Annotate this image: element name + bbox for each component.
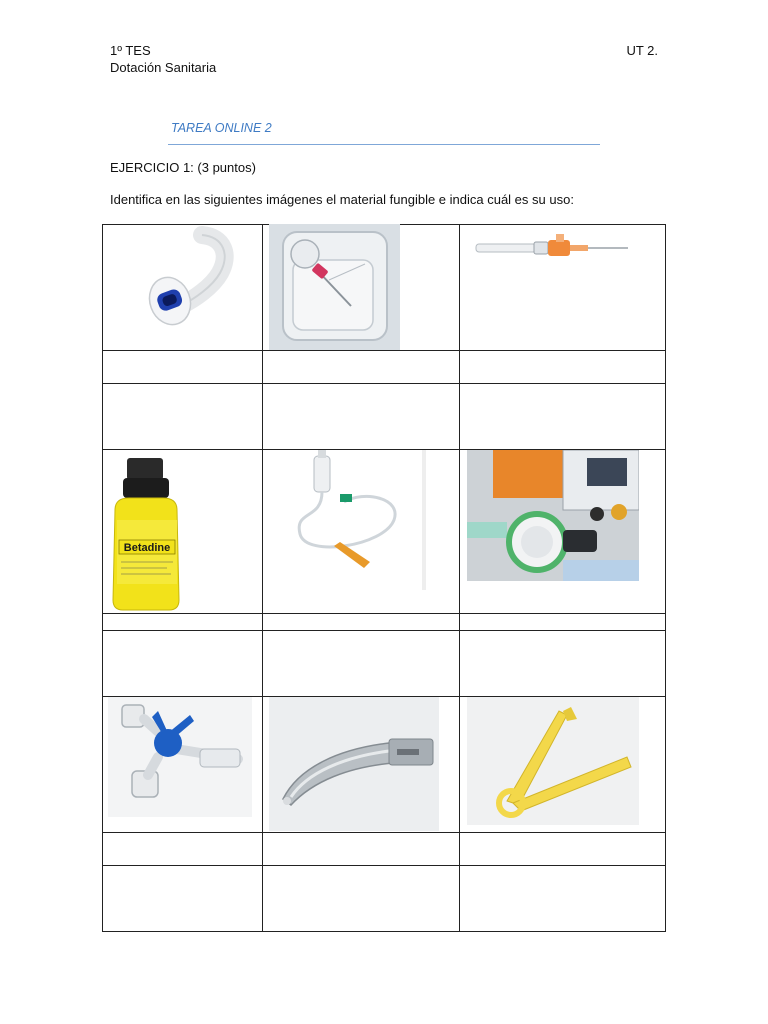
table-border (102, 613, 666, 614)
table-border (262, 224, 263, 932)
table-border (102, 931, 666, 932)
task-title: TAREA ONLINE 2 (171, 121, 272, 135)
table-border (102, 630, 666, 631)
umbilical-clamp-icon (467, 697, 639, 825)
course-label: 1º TES (110, 43, 151, 58)
subject-label: Dotación Sanitaria (110, 60, 217, 75)
materials-table (102, 224, 666, 932)
oropharyngeal-airway-icon (124, 225, 244, 347)
table-border (102, 350, 666, 351)
exercise-instruction: Identifica en las siguientes imágenes el material fungible e indica cuál es su uso: (110, 192, 574, 207)
table-border (459, 224, 460, 932)
laryngoscope-blade-icon (269, 697, 439, 831)
unit-label: UT 2. (626, 43, 658, 58)
infusion-set-icon (274, 450, 426, 590)
table-border (102, 832, 666, 833)
ventilator-filter-icon (467, 450, 639, 581)
title-underline (168, 144, 600, 145)
table-border (102, 383, 666, 384)
exercise-title: EJERCICIO 1: (3 puntos) (110, 160, 256, 175)
table-border (102, 224, 103, 932)
packaged-catheter-icon (269, 224, 400, 350)
table-border (102, 865, 666, 866)
betadine-bottle-icon (109, 450, 201, 612)
table-border (665, 224, 666, 932)
document-header-left (110, 42, 216, 76)
iv-cannula-icon (472, 230, 632, 270)
three-way-stopcock-icon (108, 697, 252, 817)
betadine-label: Betadine (123, 542, 171, 554)
